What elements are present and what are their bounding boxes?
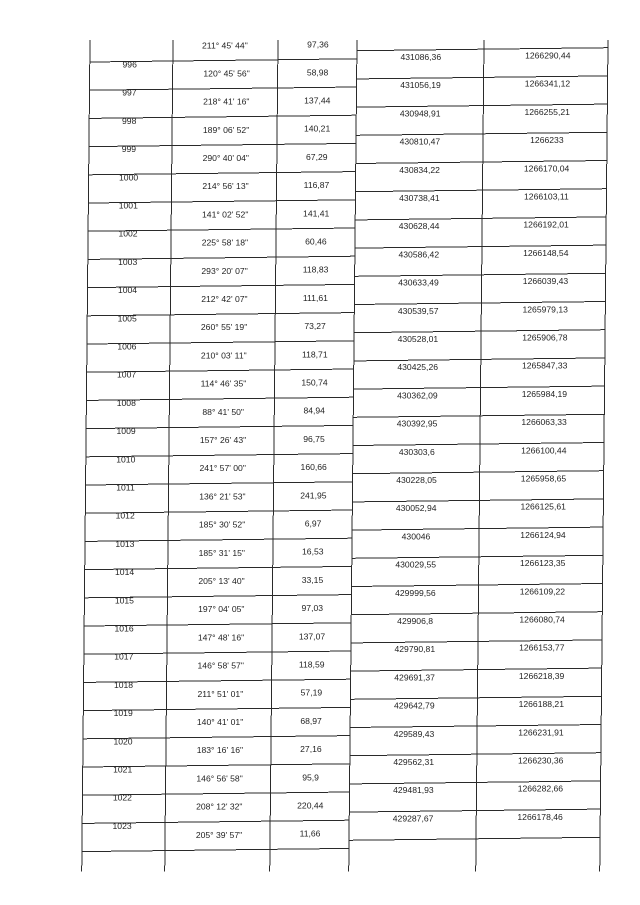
point-number: 1022 <box>112 792 132 803</box>
segment-angle: 293° 20' 07" <box>201 265 248 276</box>
segment-length: 27,16 <box>300 744 322 755</box>
point-number: 1018 <box>113 679 134 690</box>
column-line <box>270 40 278 872</box>
coordinate-y: 1266080,74 <box>519 614 565 625</box>
point-number: 1021 <box>113 764 133 775</box>
point-number: 1015 <box>114 595 134 606</box>
coordinate-x: 429790,81 <box>394 644 436 655</box>
segment-angle: 157° 26' 43" <box>199 435 247 445</box>
segment-angle: 225° 58' 18" <box>201 237 249 248</box>
segment-angle: 185° 30' 52" <box>198 519 246 530</box>
segment-angle: 147° 48' 16" <box>197 632 245 643</box>
segment-length: 150,74 <box>301 377 328 388</box>
segment-length: 73,27 <box>304 321 326 332</box>
column-line <box>82 40 90 872</box>
point-number: 1012 <box>115 510 135 521</box>
coordinate-x: 430948,91 <box>399 108 441 119</box>
coordinate-y: 1266178,46 <box>517 811 563 822</box>
point-number: 1013 <box>115 538 135 549</box>
coordinate-x: 430392,95 <box>396 418 438 429</box>
segment-angle: 212° 42' 07" <box>201 294 248 304</box>
point-number: 1007 <box>117 369 137 380</box>
coordinate-x: 431056,19 <box>400 80 441 91</box>
coordinate-y: 1266290,44 <box>525 50 571 61</box>
coordinate-x: 430303,6 <box>398 446 435 457</box>
coordinate-x: 430362,09 <box>397 390 438 401</box>
coordinate-y: 1265847,33 <box>521 360 568 371</box>
point-number: 1008 <box>116 397 136 408</box>
column-line <box>349 40 357 872</box>
coordinate-y: 1265984,19 <box>521 388 568 399</box>
segment-length: 67,29 <box>306 151 328 162</box>
coordinate-y: 1266123,35 <box>519 558 566 569</box>
point-number: 1010 <box>116 454 136 465</box>
point-number: 1003 <box>118 256 138 267</box>
row-line <box>356 132 607 135</box>
point-number: 1004 <box>117 285 138 296</box>
coordinate-y: 1266063,33 <box>521 417 567 428</box>
coordinate-y: 1266125,61 <box>520 501 566 512</box>
segment-length: 97,03 <box>301 603 324 614</box>
point-number: 996 <box>122 59 137 70</box>
coordinate-x: 430810,47 <box>399 136 441 147</box>
segment-angle: 183° 16' 16" <box>196 745 244 756</box>
coordinate-x: 430628,44 <box>398 221 440 232</box>
segment-length: 68,97 <box>300 715 322 726</box>
segment-angle: 205° 39' 57" <box>195 829 243 840</box>
coordinate-y: 1266230,36 <box>517 755 564 766</box>
segment-angle: 241° 57' 00" <box>199 463 246 474</box>
point-number: 1014 <box>115 567 135 578</box>
segment-length: 16,53 <box>302 546 324 557</box>
coordinate-x: 430425,26 <box>397 362 439 373</box>
point-number: 1011 <box>116 482 135 493</box>
segment-length: 57,19 <box>300 687 323 698</box>
segment-angle: 88° 41' 50" <box>202 406 244 417</box>
coordinate-y: 1266103,11 <box>524 191 569 202</box>
segment-length: 97,36 <box>307 39 329 50</box>
segment-length: 137,44 <box>304 95 331 106</box>
coordinate-y: 1266231,91 <box>518 727 564 738</box>
segment-length: 241,95 <box>300 490 327 501</box>
coordinate-y: 1266124,94 <box>520 529 566 540</box>
coordinate-x: 431086,36 <box>400 52 442 62</box>
coordinate-x: 430228,05 <box>396 475 437 485</box>
coordinate-x: 429691,37 <box>394 672 435 683</box>
segment-angle: 146° 58' 57" <box>197 660 244 671</box>
coordinate-y: 1266218,39 <box>518 670 565 681</box>
segment-length: 84,94 <box>303 405 325 416</box>
coordinate-x: 429562,31 <box>393 757 435 767</box>
coordinate-y: 1266100,44 <box>521 445 567 456</box>
segment-angle: 146° 56' 58" <box>196 773 243 784</box>
coordinate-y: 1265958,65 <box>520 473 567 484</box>
segment-angle: 214° 56' 13" <box>202 181 249 192</box>
row-line <box>82 848 349 851</box>
coordinate-x: 429642,79 <box>393 700 435 711</box>
segment-length: 58,98 <box>306 67 329 78</box>
coordinate-x: 430046 <box>401 531 431 542</box>
coordinate-x: 429906,8 <box>397 616 434 626</box>
segment-angle: 260° 55' 19" <box>200 322 248 333</box>
segment-angle: 211° 45' 44" <box>202 40 248 51</box>
coordinate-y: 1266282,66 <box>517 783 564 794</box>
coordinate-x: 430738,41 <box>399 193 440 203</box>
coordinate-y: 1266255,21 <box>524 106 570 117</box>
segment-length: 137,07 <box>298 631 326 642</box>
coordinate-y: 1265979,13 <box>522 304 568 315</box>
coordinate-y: 1266170,04 <box>523 163 570 174</box>
coordinate-x: 429589,43 <box>393 728 435 739</box>
segment-length: 220,44 <box>297 800 324 811</box>
column-line <box>600 40 608 872</box>
coordinate-x: 430528,01 <box>397 334 439 344</box>
column-line <box>476 40 484 872</box>
segment-angle: 114° 46' 35" <box>200 378 247 389</box>
coordinate-x: 429999,56 <box>395 587 436 598</box>
point-number: 1000 <box>119 172 139 183</box>
point-number: 1006 <box>117 341 137 352</box>
point-number: 1009 <box>116 426 136 437</box>
coordinate-y: 1265906,78 <box>522 332 568 343</box>
coordinate-x: 430539,57 <box>397 305 439 316</box>
coordinate-x: 430834,22 <box>399 164 440 175</box>
segment-length: 140,21 <box>303 123 331 134</box>
segment-length: 96,75 <box>303 433 325 444</box>
coordinate-x: 430052,94 <box>395 503 437 514</box>
coordinate-x: 429287,67 <box>392 813 434 824</box>
segment-angle: 141° 02' 52" <box>202 209 249 220</box>
point-number: 1017 <box>114 651 134 662</box>
segment-angle: 218° 41' 16" <box>203 96 250 107</box>
row-line <box>356 189 607 192</box>
segment-length: 141,41 <box>303 208 330 219</box>
segment-angle: 189° 06' 52" <box>202 124 250 135</box>
point-number: 1001 <box>118 200 138 211</box>
point-number: 1023 <box>112 820 132 831</box>
row-line <box>349 837 600 840</box>
segment-angle: 290° 40' 04" <box>202 153 249 163</box>
coordinate-x: 430586,42 <box>398 249 440 260</box>
segment-angle: 120° 45' 56" <box>203 68 250 79</box>
coordinate-y: 1266341,12 <box>524 78 571 89</box>
segment-length: 118,83 <box>302 264 329 275</box>
segment-length: 118,71 <box>301 349 328 360</box>
segment-length: 11,66 <box>299 828 321 839</box>
segment-length: 111,61 <box>302 292 328 303</box>
point-number: 1016 <box>114 623 134 634</box>
point-number: 1002 <box>118 228 138 239</box>
segment-length: 95,9 <box>302 772 319 783</box>
coordinate-y: 1266188,21 <box>518 699 565 710</box>
coordinate-x: 430029,55 <box>395 559 437 570</box>
point-number: 999 <box>121 144 137 155</box>
segment-angle: 140° 41' 01" <box>196 717 244 727</box>
coordinate-y: 1266233 <box>530 135 564 146</box>
segment-length: 116,87 <box>303 180 330 191</box>
segment-length: 160,66 <box>300 462 327 473</box>
point-number: 997 <box>122 87 137 98</box>
segment-angle: 197° 04' 05" <box>198 604 245 615</box>
point-number: 1020 <box>113 736 133 747</box>
segment-angle: 205° 13' 40" <box>198 576 245 586</box>
segment-length: 118,59 <box>298 659 325 670</box>
point-number: 998 <box>122 115 137 126</box>
coordinate-y: 1266153,77 <box>519 642 565 653</box>
segment-length: 6,97 <box>304 518 322 529</box>
table-cells <box>113 39 571 840</box>
coordinate-y: 1266148,54 <box>523 247 569 258</box>
segment-length: 60,46 <box>305 236 327 247</box>
segment-angle: 211° 51' 01" <box>197 688 244 699</box>
point-number: 1019 <box>113 708 133 719</box>
segment-angle: 208° 12' 32" <box>196 801 243 812</box>
coordinate-x: 429481,93 <box>393 785 434 796</box>
coordinate-y: 1266109,22 <box>519 586 566 597</box>
segment-angle: 136° 21' 53" <box>199 491 246 502</box>
coordinate-x: 430633,49 <box>398 277 439 288</box>
point-number: 1005 <box>117 313 137 324</box>
segment-length: 33,15 <box>301 574 324 585</box>
segment-angle: 185° 31' 15" <box>198 547 245 558</box>
coordinate-y: 1266039,43 <box>522 276 569 287</box>
coordinate-y: 1266192,01 <box>523 219 569 230</box>
segment-angle: 210° 03' 11" <box>200 350 247 361</box>
